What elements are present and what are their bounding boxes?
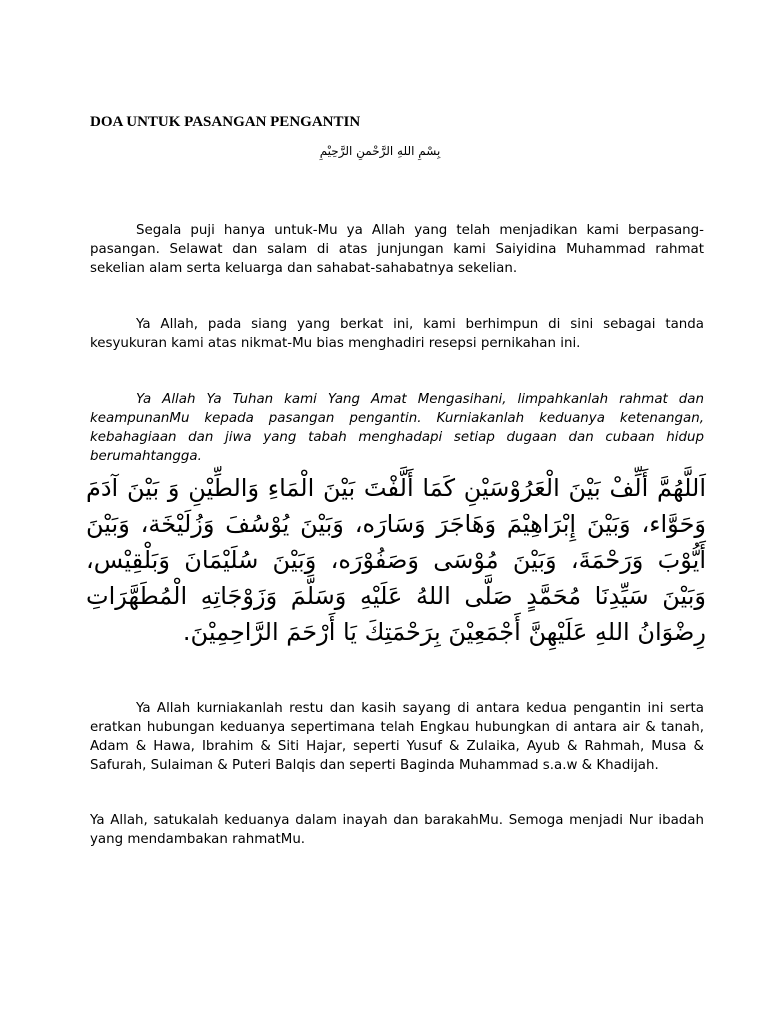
paragraph-restu: Ya Allah kurniakanlah restu dan kasih sayang di antara kedua pengantin ini serta eratkan hubungan keduanya sepertimana telah Engkau hubungkan di antara air & tanah, Adam & Hawa, Ibrahim & Siti Hajar, seperti Yusuf & Zulaika, Ayub & Rahmah, Musa & Safurah, Sulaiman & Puteri Balqis dan seperti Baginda Muhammad s.a.w & Khadijah. bbox=[90, 701, 704, 773]
paragraph-opening: Segala puji hanya untuk-Mu ya Allah yang telah menjadikan kami berpasang-pasangan. Selawat dan salam di atas junjungan kami Saiyidina Muhammad rahmat sekelian alam serta keluarga dan sahabat-sahabatnya sekelian. bbox=[90, 223, 704, 276]
paragraph-gathering: Ya Allah, pada siang yang berkat ini, kami berhimpun di sini sebagai tanda kesyukuran kami atas nikmat-Mu bias menghadiri resepsi pernikahan ini. bbox=[90, 317, 704, 351]
paragraph-blessing: Ya Allah Ya Tuhan kami Yang Amat Mengasihani, limpahkanlah rahmat dan keampunanMu kepada pasangan pengantin. Kurniakanlah keduanya ketenangan, kebahagiaan dan jiwa yang tabah menghadapi setiap dugaan dan cubaan hidup berumahtangga. bbox=[90, 392, 704, 464]
basmalah: بِسْمِ اللهِ الرَّحْمنِ الرَّحِيْمِ bbox=[319, 144, 441, 158]
document-title: DOA UNTUK PASANGAN PENGANTIN bbox=[90, 114, 361, 130]
arabic-prayer: اَللَّهُمَّ أَلِّفْ بَيْنَ الْعَرُوْسَيْنِ كَمَا أَلَّفْتَ بَيْنَ الْمَاءِ وَالطِّيْنِ وَ بَيْنَ آدَمَ وَحَوَّاء، وَبَيْنَ إِبْرَاهِيْمَ وَهَاجَرَ وَسَارَه، وَبَيْنَ يُوْسُفَ وَزُلَيْخَة، وَبَيْنَ أَيُّوْبَ وَرَحْمَةَ، وَبَيْنَ مُوْسَى وَصَفُوْرَه، وَبَيْنَ سُلَيْمَانَ وَبَلْقِيْس، وَبَيْنَ سَيِّدِنَا مُحَمَّدٍ صَلَّى اللهُ عَلَيْهِ وَسَلَّمَ وَزَوْجَاتِهِ الْمُطَهَّرَاتِ رِضْوَانُ اللهِ عَلَيْهِنَّ أَجْمَعِيْنَ بِرَحْمَتِكَ يَا أَرْحَمَ الرَّاحِمِيْنَ. bbox=[86, 474, 706, 646]
paragraph-closing: Ya Allah, satukalah keduanya dalam inayah dan barakahMu. Semoga menjadi Nur ibadah yang mendambakan rahmatMu. bbox=[90, 813, 704, 847]
